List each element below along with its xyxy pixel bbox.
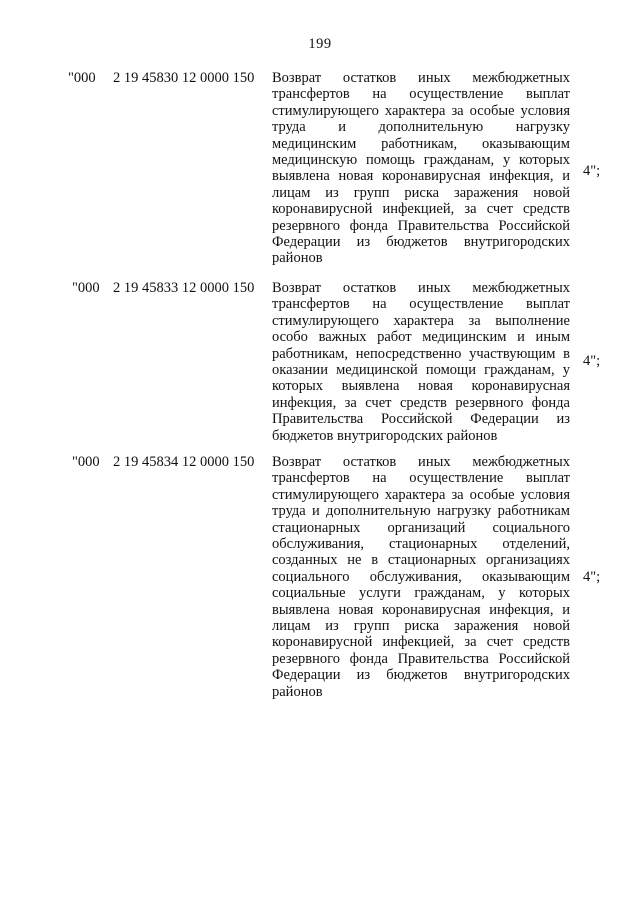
entry-amount: 4"; (583, 569, 601, 585)
entry-amount: 4"; (583, 163, 601, 179)
code-prefix: "000 (72, 280, 100, 296)
entry-description: Возврат остатков иных межбюджетных трансфертов на осуществление выплат стимулирующего характера за особые условия труда и дополнительную нагрузку работникам стационарных организаций социального обслуживания, стационарных отделений, созданных не в стационарных организациях социального обслуживания, оказывающим социальные услуги гражданам, у которых выявлена новая коронавирусная инфекция, и лицам из групп риска заражения новой коронавирусной инфекцией, за счет средств резервного фонда Правительства Российской Федерации из бюджетов внутригородских районов (272, 454, 570, 700)
page-number: 199 (308, 36, 332, 52)
code-prefix: "000 (68, 70, 96, 86)
entry-description: Возврат остатков иных межбюджетных трансфертов на осуществление выплат стимулирующего характера за особые условия труда и дополнительную нагрузку медицинским работникам, оказывающим медицинскую помощь гражданам, у которых выявлена новая коронавирусная инфекция, и лицам из групп риска заражения новой коронавирусной инфекцией, за счет средств резервного фонда Правительства Российской Федерации из бюджетов внутригородских районов (272, 70, 570, 267)
budget-code: 2 19 45834 12 0000 150 (113, 454, 255, 470)
budget-code: 2 19 45830 12 0000 150 (113, 70, 255, 86)
entry-amount: 4"; (583, 353, 601, 369)
entry-description: Возврат остатков иных межбюджетных трансфертов на осуществление выплат стимулирующего характера за выполнение особо важных работ медицинским и иным работникам, непосредственно участвующим в оказании медицинской помощи гражданам, у которых выявлена новая коронавирусная инфекция, за счет средств резервного фонда Правительства Российской Федерации из бюджетов внутригородских районов (272, 280, 570, 444)
code-prefix: "000 (72, 454, 100, 470)
budget-code: 2 19 45833 12 0000 150 (113, 280, 255, 296)
